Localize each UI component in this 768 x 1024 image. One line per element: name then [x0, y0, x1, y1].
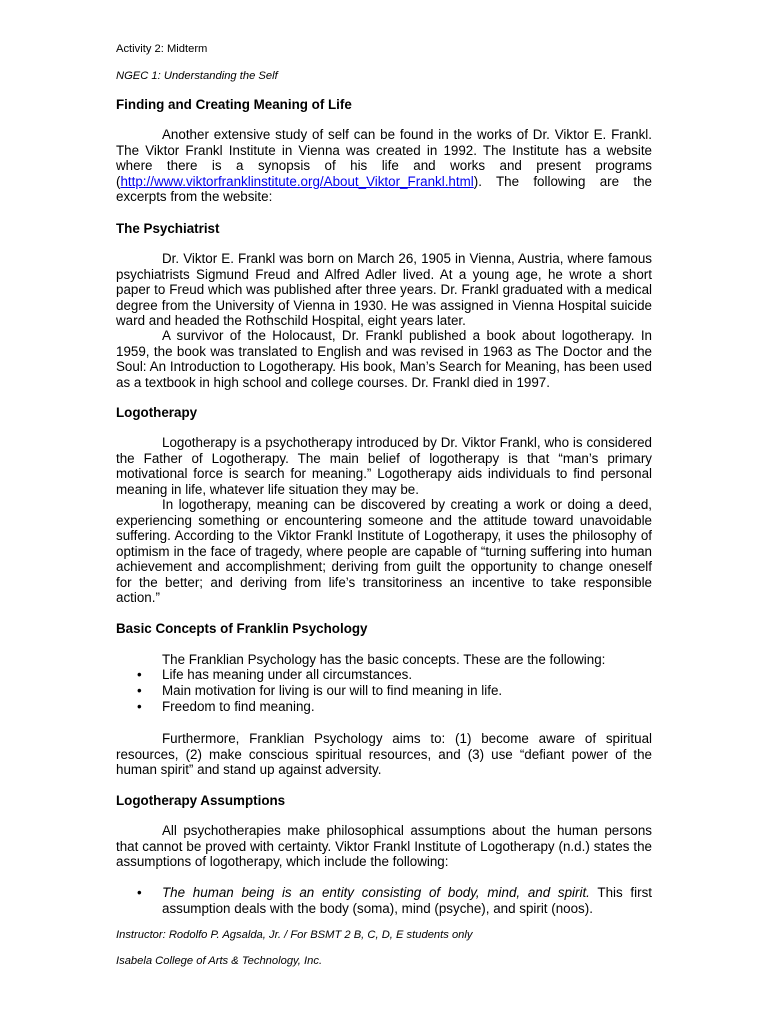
bullet-icon: •	[137, 699, 142, 715]
assumption-italic-text: The human being is an entity consisting of body, mind, and spirit.	[162, 885, 590, 900]
heading-logotherapy: Logotherapy	[116, 405, 198, 420]
concepts-followup-paragraph: Furthermore, Franklian Psychology aims to: (1) become aware of spiritual resources, (2) make conscious spiritual resources, and (3) use “defiant power of the human spirit” and stand up against adversity.	[116, 731, 652, 777]
bullet-icon: •	[137, 885, 142, 900]
assumption-item-1	[116, 885, 652, 916]
footer-instructor: Instructor: Rodolfo P. Agsalda, Jr. / For BSMT 2 B, C, D, E students only	[116, 929, 473, 941]
heading-logotherapy-assumptions: Logotherapy Assumptions	[116, 793, 286, 808]
heading-psychiatrist: The Psychiatrist	[116, 221, 220, 236]
intro-text-before-link: Another extensive study of self can be found in the works of Dr. Viktor E. Frankl. The Viktor Frankl Institute in Vienna was created in 1992. The Institute has a website where there is a synopsis of his life and works and present programs (	[116, 127, 652, 189]
concepts-list	[116, 667, 652, 716]
bullet-icon: •	[137, 683, 142, 699]
course-label: NGEC 1: Understanding the Self	[116, 70, 278, 82]
logotherapy-paragraph-1: Logotherapy is a psychotherapy introduced by Dr. Viktor Frankl, who is considered the Father of Logotherapy. The main belief of logotherapy is that “man’s primary motivational force is search for meaning.” Logotherapy aids individuals to find personal meaning in life, whatever life situation they may be.	[116, 435, 652, 497]
assumption-text: This first assumption deals with the body (soma), mind (psyche), and spirit (noos).	[162, 885, 652, 916]
psychiatrist-paragraph-2: A survivor of the Holocaust, Dr. Frankl published a book about logotherapy. In 1959, the book was translated to English and was revised in 1963 as The Doctor and the Soul: An Introduction to Logotherapy. His book, Man’s Search for Meaning, has been used as a textbook in high school and college courses. Dr. Frankl died in 1997.	[116, 328, 652, 390]
logotherapy-paragraph-2: In logotherapy, meaning can be discovered by creating a work or doing a deed, experiencing something or encountering someone and the attitude toward unavoidable suffering. According to the Viktor Frankl Institute of Logotherapy, it uses the philosophy of optimism in the face of tragedy, where people are capable of “turning suffering into human achievement and accomplishment; deriving from guilt the opportunity to change oneself for the better; and deriving from life’s transitoriness an incentive to take responsible action.”	[116, 497, 652, 605]
footer-school: Isabela College of Arts & Technology, Inc.	[116, 955, 323, 967]
bullet-icon: •	[137, 667, 142, 682]
intro-text-after-link: ). The following are the excerpts from the website:	[116, 173, 652, 204]
list-item: • Main motivation for living is our will to find meaning in life.	[137, 683, 503, 699]
assumptions-intro: All psychotherapies make philosophical assumptions about the human persons that cannot be proved with certainty. Viktor Frankl Institute of Logotherapy (n.d.) states the assumptions of logotherapy, which include the following:	[116, 823, 652, 869]
list-item: • Life has meaning under all circumstances.	[137, 667, 413, 682]
heading-basic-concepts: Basic Concepts of Franklin Psychology	[116, 621, 368, 636]
activity-label: Activity 2: Midterm	[116, 43, 208, 55]
concepts-intro: The Franklian Psychology has the basic concepts. These are the following:	[162, 652, 606, 667]
institute-link[interactable]: http://www.viktorfranklinstitute.org/About_Viktor_Frankl.html	[120, 173, 474, 189]
intro-paragraph	[116, 127, 652, 205]
list-item: • Freedom to find meaning.	[137, 699, 315, 715]
page-title: Finding and Creating Meaning of Life	[116, 97, 352, 112]
psychiatrist-paragraph-1: Dr. Viktor E. Frankl was born on March 26, 1905 in Vienna, Austria, where famous psychiatrists Sigmund Freud and Alfred Adler lived. At a young age, he wrote a short paper to Freud which was published after three years. Dr. Frankl graduated with a medical degree from the University of Vienna in 1930. He was assigned in Vienna Hospital suicide ward and headed the Rothschild Hospital, eight years later.	[116, 251, 652, 328]
